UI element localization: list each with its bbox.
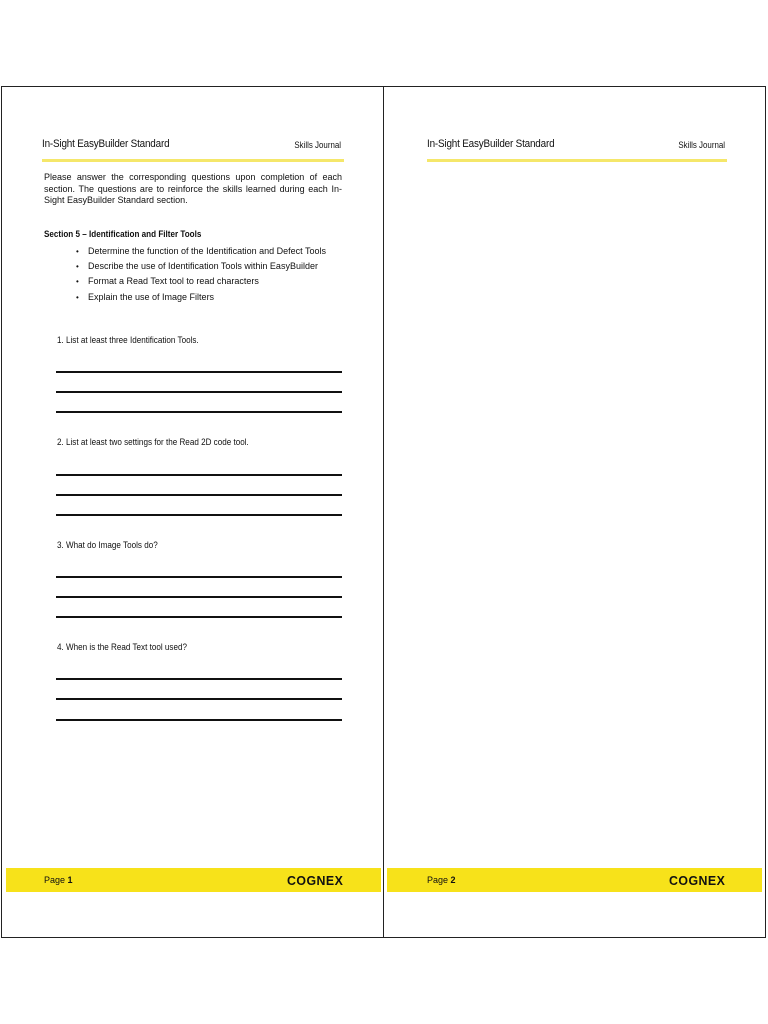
section-title: Section 5 – Identification and Filter Tools xyxy=(44,229,202,239)
bullet-icon: • xyxy=(76,277,79,287)
page-number: 1 xyxy=(67,875,73,885)
answer-line[interactable] xyxy=(56,411,342,413)
intro-paragraph: Please answer the corresponding questions upon completion of each section. The questions are to reinforce the skills learned during each In-Sight EasyBuilder Standard section. xyxy=(44,172,342,205)
list-item: • Format a Read Text tool to read characters xyxy=(76,274,326,289)
answer-line[interactable] xyxy=(56,494,342,496)
list-item: • Explain the use of Image Filters xyxy=(76,290,326,305)
header-journal-label: Skills Journal xyxy=(678,140,725,150)
answer-line[interactable] xyxy=(56,474,342,476)
bullet-icon: • xyxy=(76,262,79,272)
question-3: 3. What do Image Tools do? xyxy=(57,540,158,550)
page-divider xyxy=(383,86,384,938)
bullet-icon: • xyxy=(76,247,79,256)
answer-line[interactable] xyxy=(56,678,342,680)
page-1 xyxy=(2,86,383,938)
page-number-label: Page 1 xyxy=(44,875,73,885)
answer-line[interactable] xyxy=(56,698,342,700)
page-2 xyxy=(385,86,766,938)
header-rule xyxy=(427,159,727,162)
answer-line[interactable] xyxy=(56,616,342,618)
header-rule xyxy=(42,159,344,162)
header-title: In-Sight EasyBuilder Standard xyxy=(42,138,170,150)
answer-line[interactable] xyxy=(56,514,342,516)
bullet-icon: • xyxy=(76,292,79,302)
cognex-logo: COGNEX xyxy=(668,873,725,888)
list-item: • Describe the use of Identification Tools within EasyBuilder xyxy=(76,259,326,274)
answer-line[interactable] xyxy=(56,371,342,373)
answer-line[interactable] xyxy=(56,719,342,721)
answer-line[interactable] xyxy=(56,391,342,393)
objectives-list xyxy=(76,244,326,305)
question-1: 1. List at least three Identification Tools. xyxy=(57,335,199,345)
question-2: 2. List at least two settings for the Read 2D code tool. xyxy=(57,437,249,447)
page-number: 2 xyxy=(450,875,456,885)
cognex-logo: COGNEX xyxy=(286,873,343,888)
list-item: • Determine the function of the Identification and Defect Tools xyxy=(76,244,326,259)
question-4: 4. When is the Read Text tool used? xyxy=(57,642,187,652)
answer-line[interactable] xyxy=(56,596,342,598)
header-journal-label: Skills Journal xyxy=(294,140,341,150)
page-number-label: Page 2 xyxy=(427,875,456,885)
header-title: In-Sight EasyBuilder Standard xyxy=(427,138,555,150)
answer-line[interactable] xyxy=(56,576,342,578)
